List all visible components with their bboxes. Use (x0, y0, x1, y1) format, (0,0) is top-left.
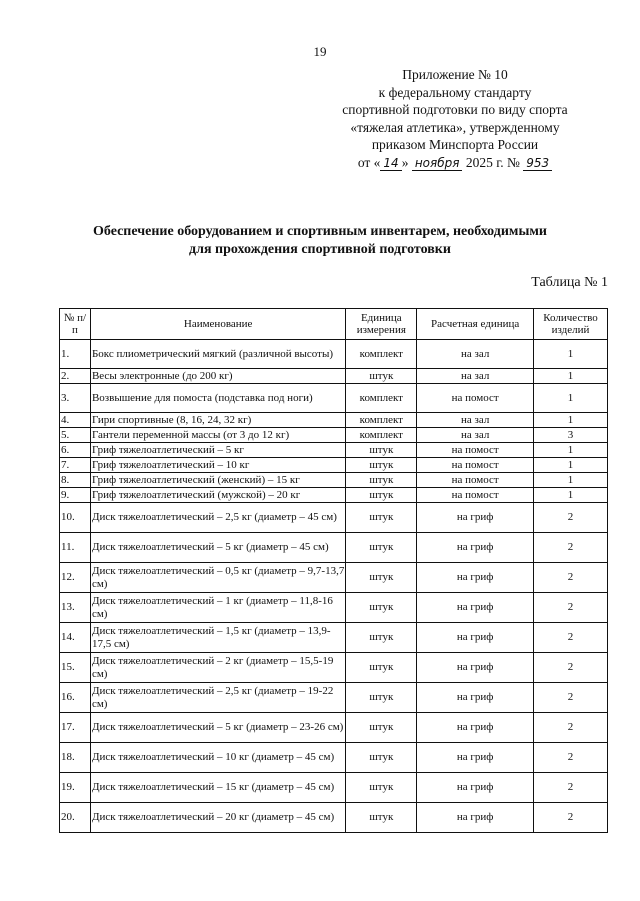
table-row (60, 488, 608, 503)
calc-unit-cell: на гриф (417, 683, 534, 713)
calc-unit-cell: на гриф (417, 653, 534, 683)
header-cell: № п/п (60, 309, 91, 340)
calc-unit-cell: на гриф (417, 623, 534, 653)
calc-unit-cell: на гриф (417, 743, 534, 773)
calc-unit-cell: на зал (417, 413, 534, 428)
document-heading (0, 223, 640, 259)
quantity-cell: 2 (534, 803, 608, 833)
quantity-cell: 2 (534, 743, 608, 773)
quantity-cell: 2 (534, 773, 608, 803)
appendix-line-4: «тяжелая атлетика», утвержденному (350, 119, 560, 135)
unit-cell: штук (346, 593, 417, 623)
calc-unit-cell: на помост (417, 458, 534, 473)
row-number-cell: 4. (60, 413, 91, 428)
unit-cell: штук (346, 713, 417, 743)
row-number-cell: 17. (60, 713, 91, 743)
quantity-cell: 2 (534, 713, 608, 743)
item-name-cell: Диск тяжелоатлетический – 1 кг (диаметр – 11,8-16 см) (90, 593, 345, 623)
unit-cell: штук (346, 653, 417, 683)
date-month-handwritten: ноября (412, 157, 463, 171)
row-number-cell: 20. (60, 803, 91, 833)
unit-cell: комплект (346, 384, 417, 413)
unit-cell: штук (346, 503, 417, 533)
calc-unit-cell: на зал (417, 428, 534, 443)
table-row (60, 623, 608, 653)
table-header-row (60, 309, 608, 340)
quantity-cell: 2 (534, 593, 608, 623)
unit-cell: штук (346, 683, 417, 713)
row-number-cell: 6. (60, 443, 91, 458)
quantity-cell: 1 (534, 458, 608, 473)
item-name-cell: Гриф тяжелоатлетический – 5 кг (90, 443, 345, 458)
unit-cell: комплект (346, 428, 417, 443)
row-number-cell: 10. (60, 503, 91, 533)
calc-unit-cell: на помост (417, 443, 534, 458)
appendix-line-2: к федеральному стандарту (378, 84, 532, 100)
calc-unit-cell: на помост (417, 473, 534, 488)
unit-cell: штук (346, 623, 417, 653)
calc-unit-cell: на помост (417, 384, 534, 413)
quantity-cell: 1 (534, 369, 608, 384)
table-row (60, 743, 608, 773)
quantity-cell: 2 (534, 623, 608, 653)
item-name-cell: Диск тяжелоатлетический – 2 кг (диаметр – 15,5-19 см) (90, 653, 345, 683)
item-name-cell: Диск тяжелоатлетический – 5 кг (диаметр – 45 см) (90, 533, 345, 563)
unit-cell: штук (346, 803, 417, 833)
row-number-cell: 16. (60, 683, 91, 713)
table-row (60, 563, 608, 593)
quantity-cell: 2 (534, 563, 608, 593)
heading-line-1: Обеспечение оборудованием и спортивным инвентарем, необходимыми (93, 224, 547, 239)
order-number-handwritten: 953 (523, 157, 552, 171)
quantity-cell: 2 (534, 533, 608, 563)
row-number-cell: 5. (60, 428, 91, 443)
row-number-cell: 11. (60, 533, 91, 563)
unit-cell: комплект (346, 340, 417, 369)
item-name-cell: Гриф тяжелоатлетический – 10 кг (90, 458, 345, 473)
item-name-cell: Возвышение для помоста (подставка под ноги) (90, 384, 345, 413)
table-row (60, 803, 608, 833)
calc-unit-cell: на гриф (417, 593, 534, 623)
quantity-cell: 3 (534, 428, 608, 443)
table-row (60, 713, 608, 743)
row-number-cell: 3. (60, 384, 91, 413)
item-name-cell: Диск тяжелоатлетический – 2,5 кг (диаметр – 19-22 см) (90, 683, 345, 713)
appendix-block (310, 66, 600, 171)
unit-cell: штук (346, 473, 417, 488)
item-name-cell: Диск тяжелоатлетический – 0,5 кг (диаметр – 9,7-13,7 см) (90, 563, 345, 593)
item-name-cell: Диск тяжелоатлетический – 2,5 кг (диаметр – 45 см) (90, 503, 345, 533)
table-row (60, 593, 608, 623)
item-name-cell: Гири спортивные (8, 16, 24, 32 кг) (90, 413, 345, 428)
unit-cell: комплект (346, 413, 417, 428)
row-number-cell: 14. (60, 623, 91, 653)
quantity-cell: 1 (534, 473, 608, 488)
unit-cell: штук (346, 563, 417, 593)
header-cell: Количество изделий (534, 309, 608, 340)
date-year: 2025 г. № (465, 154, 520, 170)
item-name-cell: Бокс плиометрический мягкий (различной высоты) (90, 340, 345, 369)
quantity-cell: 2 (534, 683, 608, 713)
header-cell: Расчетная единица (417, 309, 534, 340)
table-row (60, 533, 608, 563)
table-row (60, 428, 608, 443)
item-name-cell: Диск тяжелоатлетический – 20 кг (диаметр – 45 см) (90, 803, 345, 833)
calc-unit-cell: на помост (417, 488, 534, 503)
row-number-cell: 19. (60, 773, 91, 803)
table-row (60, 443, 608, 458)
unit-cell: штук (346, 743, 417, 773)
row-number-cell: 1. (60, 340, 91, 369)
appendix-date-line (310, 154, 600, 172)
row-number-cell: 7. (60, 458, 91, 473)
row-number-cell: 9. (60, 488, 91, 503)
unit-cell: штук (346, 533, 417, 563)
date-day-handwritten: 14 (380, 157, 401, 171)
quantity-cell: 1 (534, 413, 608, 428)
table-body (60, 340, 608, 833)
item-name-cell: Диск тяжелоатлетический – 1,5 кг (диаметр – 13,9-17,5 см) (90, 623, 345, 653)
item-name-cell: Гриф тяжелоатлетический (мужской) – 20 кг (90, 488, 345, 503)
calc-unit-cell: на гриф (417, 713, 534, 743)
table-row (60, 683, 608, 713)
table-row (60, 384, 608, 413)
unit-cell: штук (346, 458, 417, 473)
unit-cell: штук (346, 773, 417, 803)
item-name-cell: Диск тяжелоатлетический – 10 кг (диаметр – 45 см) (90, 743, 345, 773)
quantity-cell: 1 (534, 443, 608, 458)
item-name-cell: Диск тяжелоатлетический – 5 кг (диаметр – 23-26 см) (90, 713, 345, 743)
row-number-cell: 12. (60, 563, 91, 593)
unit-cell: штук (346, 488, 417, 503)
header-cell: Единица измерения (346, 309, 417, 340)
item-name-cell: Гантели переменной массы (от 3 до 12 кг) (90, 428, 345, 443)
calc-unit-cell: на гриф (417, 503, 534, 533)
table-row (60, 653, 608, 683)
calc-unit-cell: на гриф (417, 773, 534, 803)
table-row (60, 773, 608, 803)
item-name-cell: Диск тяжелоатлетический – 15 кг (диаметр – 45 см) (90, 773, 345, 803)
calc-unit-cell: на зал (417, 340, 534, 369)
appendix-line-3: спортивной подготовки по виду спорта (342, 102, 568, 117)
quantity-cell: 1 (534, 384, 608, 413)
unit-cell: штук (346, 369, 417, 384)
item-name-cell: Весы электронные (до 200 кг) (90, 369, 345, 384)
table-row (60, 473, 608, 488)
table-row (60, 458, 608, 473)
table-row (60, 503, 608, 533)
appendix-line-1: Приложение № 10 (402, 67, 508, 82)
table-row (60, 369, 608, 384)
date-prefix: от « (357, 154, 381, 170)
calc-unit-cell: на зал (417, 369, 534, 384)
equipment-table (59, 308, 608, 833)
quantity-cell: 2 (534, 503, 608, 533)
calc-unit-cell: на гриф (417, 803, 534, 833)
header-cell: Наименование (90, 309, 345, 340)
unit-cell: штук (346, 443, 417, 458)
row-number-cell: 2. (60, 369, 91, 384)
appendix-line-5: приказом Минспорта России (371, 137, 539, 152)
item-name-cell: Гриф тяжелоатлетический (женский) – 15 кг (90, 473, 345, 488)
date-sep: » (401, 154, 409, 170)
row-number-cell: 18. (60, 743, 91, 773)
row-number-cell: 13. (60, 593, 91, 623)
table-row (60, 413, 608, 428)
quantity-cell: 1 (534, 488, 608, 503)
heading-line-2: для прохождения спортивной подготовки (189, 242, 451, 257)
quantity-cell: 2 (534, 653, 608, 683)
row-number-cell: 8. (60, 473, 91, 488)
table-label: Таблица № 1 (531, 275, 608, 290)
calc-unit-cell: на гриф (417, 563, 534, 593)
quantity-cell: 1 (534, 340, 608, 369)
table-row (60, 340, 608, 369)
page-number: 19 (313, 44, 327, 59)
row-number-cell: 15. (60, 653, 91, 683)
calc-unit-cell: на гриф (417, 533, 534, 563)
